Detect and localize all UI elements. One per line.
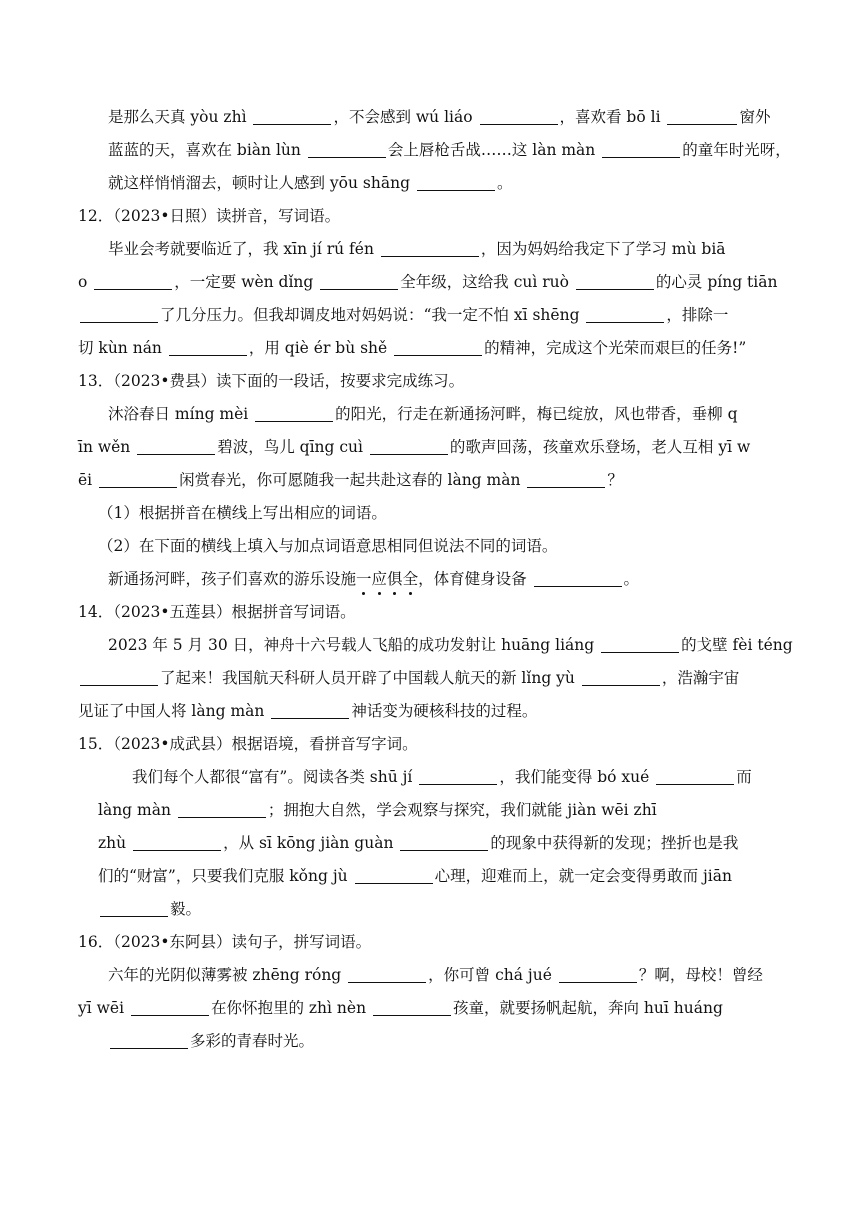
text-line-l29 <box>78 1025 796 1058</box>
answer-blank[interactable] <box>394 339 482 356</box>
answer-blank[interactable] <box>320 273 398 290</box>
text-segment: 闲赏春光，你可愿随我一起共赴这春的 làng màn <box>179 471 526 489</box>
text-line-l12 <box>78 464 796 497</box>
text-segment: 新通扬河畔，孩子们喜欢的游乐设施 <box>108 570 357 588</box>
text-segment: ，体育健身设备 <box>418 570 532 588</box>
text-line-l23 <box>78 827 796 860</box>
text-segment: 沐浴春日 míng mèi <box>108 405 254 423</box>
text-line-l01 <box>78 101 796 134</box>
text-segment: （2）在下面的横线上填入与加点词语意思相同但说法不同的词语。 <box>98 537 558 555</box>
answer-blank[interactable] <box>94 273 172 290</box>
text-line-l06 <box>78 266 796 299</box>
text-segment: 。 <box>496 174 513 192</box>
answer-blank[interactable] <box>559 966 637 983</box>
text-segment: 毕业会考就要临近了，我 xīn jí rú fén <box>108 240 379 258</box>
text-segment: ，用 qiè ér bù shě <box>248 339 393 357</box>
text-segment: 在你怀抱里的 zhì nèn <box>210 999 371 1017</box>
emphasis-dot-char: 应 <box>371 570 388 588</box>
text-line-l28 <box>78 992 796 1025</box>
answer-blank[interactable] <box>169 339 247 356</box>
answer-blank[interactable] <box>527 471 605 488</box>
text-line-l16 <box>78 596 796 629</box>
text-segment: ，喜欢看 bō li <box>559 108 666 126</box>
emphasis-dot-char: 全 <box>402 570 419 588</box>
answer-blank[interactable] <box>308 141 386 158</box>
text-segment: 就这样悄悄溜去，顿时让人感到 yōu shāng <box>108 174 415 192</box>
text-segment: 15．（2023•成武县）根据语境，看拼音写字词。 <box>78 735 418 753</box>
text-segment: 孩童，就要扬帆起航，奔向 huī huáng <box>453 999 723 1017</box>
answer-blank[interactable] <box>602 141 680 158</box>
text-segment: 蓝蓝的天，喜欢在 biàn lùn <box>108 141 306 159</box>
text-line-l27 <box>78 959 796 992</box>
text-segment: 碧波，鸟儿 qīng cuì <box>217 438 368 456</box>
text-line-l20 <box>78 728 796 761</box>
text-line-l13 <box>78 497 796 530</box>
text-segment: 的阳光，行走在新通扬河畔，梅已绽放，风也带香，垂柳 q <box>335 405 738 423</box>
answer-blank[interactable] <box>370 438 448 455</box>
text-segment: ，排除一 <box>666 306 729 324</box>
text-segment: 了几分压力。但我却调皮地对妈妈说：“我一定不怕 xī shēng <box>160 306 585 324</box>
text-segment: 全年级，这给我 cuì ruò <box>400 273 574 291</box>
text-segment: 六年的光阴似薄雾被 zhēng róng <box>108 966 347 984</box>
text-segment: 2023 年 5 月 30 日，神舟十六号载人飞船的成功发射让 huāng liáng <box>108 636 600 654</box>
text-segment: 见证了中国人将 làng màn <box>78 702 270 720</box>
text-segment: 16．（2023•东阿县）读句子，拼写词语。 <box>78 933 372 951</box>
text-segment: 会上唇枪舌战……这 làn màn <box>387 141 601 159</box>
answer-blank[interactable] <box>133 834 221 851</box>
text-line-l07 <box>78 299 796 332</box>
text-segment: 多彩的青春时光。 <box>190 1032 315 1050</box>
answer-blank[interactable] <box>178 801 266 818</box>
text-line-l21 <box>78 761 796 794</box>
text-segment: ？啊，母校！曾经 <box>638 966 763 984</box>
emphasis-dot-char: 俱 <box>387 570 403 588</box>
text-segment: ，我们能变得 bó xué <box>499 768 655 786</box>
text-segment: ，不会感到 wú liáo <box>333 108 478 126</box>
answer-blank[interactable] <box>601 636 679 653</box>
text-segment: 的歌声回荡，孩童欢乐登场，老人互相 yī w <box>449 438 751 456</box>
text-line-l03 <box>78 167 796 200</box>
text-line-l17 <box>78 629 796 662</box>
answer-blank[interactable] <box>381 240 479 257</box>
answer-blank[interactable] <box>80 306 158 323</box>
text-segment: 毅。 <box>170 900 202 918</box>
answer-blank[interactable] <box>80 669 158 686</box>
answer-blank[interactable] <box>582 669 660 686</box>
answer-blank[interactable] <box>355 867 433 884</box>
text-segment: ；拥抱大自然，学会观察与探究，我们就能 jiàn wēi zhī <box>267 801 657 819</box>
text-segment: 切 kùn nán <box>78 339 167 357</box>
answer-blank[interactable] <box>417 174 495 191</box>
text-segment: 心理，迎难而上，就一定会变得勇敢而 jiān <box>434 867 732 885</box>
answer-blank[interactable] <box>253 108 331 125</box>
text-line-l22 <box>78 794 796 827</box>
text-line-l10 <box>78 398 796 431</box>
text-segment: ，一定要 wèn dǐng <box>174 273 319 291</box>
answer-blank[interactable] <box>100 900 168 917</box>
text-segment: làng màn <box>98 801 176 819</box>
text-segment: yī wēi <box>78 999 129 1017</box>
text-line-l11 <box>78 431 796 464</box>
answer-blank[interactable] <box>400 834 488 851</box>
text-line-l02 <box>78 134 796 167</box>
text-line-l24 <box>78 860 796 893</box>
text-segment: zhù <box>98 834 132 852</box>
text-segment: īn wěn <box>78 438 136 456</box>
text-segment: o <box>78 273 93 291</box>
text-segment: 神话变为硬核科技的过程。 <box>351 702 538 720</box>
answer-blank[interactable] <box>656 768 734 785</box>
text-segment: 的现象中获得新的发现；挫折也是我 <box>490 834 739 852</box>
text-segment: ，因为妈妈给我定下了学习 mù biā <box>480 240 726 258</box>
answer-blank[interactable] <box>255 405 333 422</box>
text-segment: 。 <box>623 570 640 588</box>
text-segment: ？ <box>607 471 623 489</box>
text-line-l15 <box>78 563 796 596</box>
text-segment: 的精神，完成这个光荣而艰巨的任务!” <box>484 339 747 357</box>
answer-blank[interactable] <box>348 966 426 983</box>
text-segment: ，你可曾 chá jué <box>428 966 557 984</box>
text-segment: 的童年时光呀， <box>682 141 791 159</box>
answer-blank[interactable] <box>131 999 209 1016</box>
text-segment: 的心灵 píng tiān <box>655 273 778 291</box>
answer-blank[interactable] <box>373 999 451 1016</box>
text-segment: 我们每个人都很“富有”。阅读各类 shū jí <box>132 768 418 786</box>
answer-blank[interactable] <box>271 702 349 719</box>
answer-blank[interactable] <box>534 570 622 587</box>
answer-blank[interactable] <box>576 273 654 290</box>
text-line-l05 <box>78 233 796 266</box>
text-segment: 而 <box>736 768 752 786</box>
text-segment: 们的“财富”，只要我们克服 kǒng jù <box>98 867 353 885</box>
text-segment: 的戈壁 fèi téng <box>681 636 793 654</box>
text-segment: 窗外 <box>739 108 771 126</box>
text-line-l08 <box>78 332 796 365</box>
text-segment: ēi <box>78 471 98 489</box>
text-segment: ，从 sī kōng jiàn guàn <box>223 834 399 852</box>
answer-blank[interactable] <box>586 306 664 323</box>
answer-blank[interactable] <box>110 1032 188 1049</box>
text-segment: 12．（2023•日照）读拼音，写词语。 <box>78 207 341 225</box>
text-segment: 13．（2023•费县）读下面的一段话，按要求完成练习。 <box>78 372 465 390</box>
text-segment: 是那么天真 yòu zhì <box>108 108 252 126</box>
text-line-l04 <box>78 200 796 233</box>
answer-blank[interactable] <box>667 108 737 125</box>
answer-blank[interactable] <box>99 471 177 488</box>
text-line-l19 <box>78 695 796 728</box>
text-segment: 14．（2023•五莲县）根据拼音写词语。 <box>78 603 356 621</box>
text-segment: ，浩瀚宇宙 <box>661 669 740 687</box>
text-segment: 了起来！我国航天科研人员开辟了中国载人航天的新 lǐng yù <box>160 669 580 687</box>
answer-blank[interactable] <box>137 438 215 455</box>
text-line-l14 <box>78 530 796 563</box>
emphasis-dot-char: 一 <box>356 570 372 588</box>
text-line-l25 <box>78 893 796 926</box>
text-segment: （1）根据拼音在横线上写出相应的词语。 <box>98 504 387 522</box>
answer-blank[interactable] <box>419 768 497 785</box>
text-line-l18 <box>78 662 796 695</box>
text-line-l09 <box>78 365 796 398</box>
text-line-l26 <box>78 926 796 959</box>
answer-blank[interactable] <box>480 108 558 125</box>
